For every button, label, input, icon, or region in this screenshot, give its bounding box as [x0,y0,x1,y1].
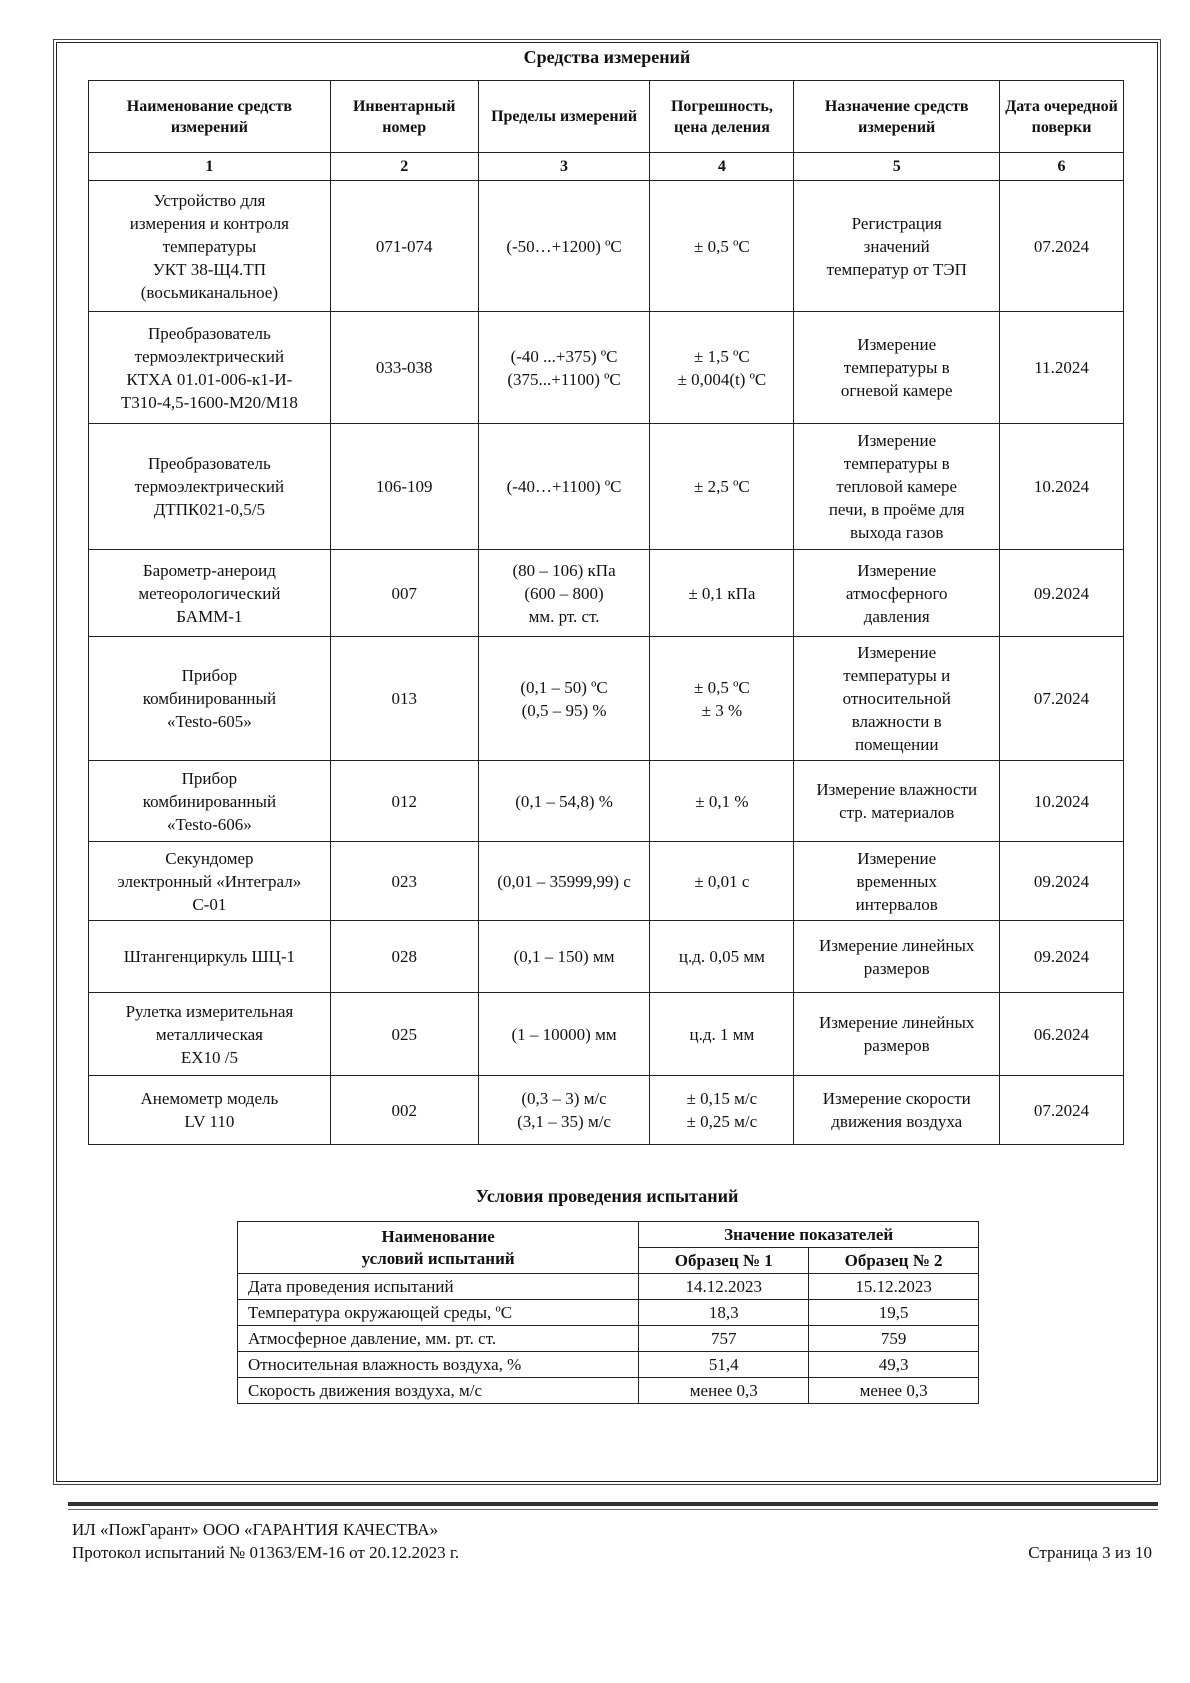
col-number: 5 [794,153,1000,181]
instrument-name: Преобразователь термоэлектрический КТХА 01.01-006-к1-И- Т310-4,5-1600-М20/М18 [89,312,331,424]
col-number: 1 [89,153,331,181]
table-row [89,550,1124,637]
measurement-range: (0,3 – 3) м/с (3,1 – 35) м/с [478,1076,650,1145]
column-number-row [89,153,1124,181]
condition-label: Атмосферное давление, мм. рт. ст. [238,1326,639,1352]
col-number: 2 [330,153,478,181]
table-row [89,181,1124,312]
verification-date: 09.2024 [1000,842,1124,921]
table-row [89,842,1124,921]
verification-date: 07.2024 [1000,181,1124,312]
sample-1-value: 51,4 [639,1352,809,1378]
table-row [89,761,1124,842]
inventory-number: 033-038 [330,312,478,424]
measurement-range: (-50…+1200) ºС [478,181,650,312]
sample-2-value: 19,5 [809,1300,979,1326]
measurement-range: (-40 ...+375) ºС (375...+1100) ºС [478,312,650,424]
condition-label: Дата проведения испытаний [238,1274,639,1300]
sample-2-value: менее 0,3 [809,1378,979,1404]
instrument-name: Анемометр модель LV 110 [89,1076,331,1145]
table-row [238,1274,979,1300]
conditions-header-row [238,1222,979,1248]
instrument-purpose: Измерение температуры и относительной влажности в помещении [794,637,1000,761]
footer-organization: ИЛ «ПожГарант» ООО «ГАРАНТИЯ КАЧЕСТВА» [72,1520,439,1539]
col-number: 6 [1000,153,1124,181]
measuring-instruments-table [88,80,1124,1145]
inventory-number: 028 [330,921,478,993]
instrument-purpose: Измерение атмосферного давления [794,550,1000,637]
header-sample-1: Образец № 1 [639,1248,809,1274]
measurement-error: ± 0,1 кПа [650,550,794,637]
header-name: Наименование средств измерений [89,81,331,153]
page-footer [72,1518,1152,1564]
condition-label: Скорость движения воздуха, м/с [238,1378,639,1404]
verification-date: 09.2024 [1000,550,1124,637]
page-number: Страница 3 из 10 [1028,1543,1152,1562]
measurement-error: ± 0,1 % [650,761,794,842]
header-inventory: Инвентарный номер [330,81,478,153]
col-number: 4 [650,153,794,181]
table-row [89,1076,1124,1145]
instrument-purpose: Измерение влажности стр. материалов [794,761,1000,842]
table-row [89,637,1124,761]
measurement-error: ц.д. 1 мм [650,993,794,1076]
measurement-error: ± 0,5 ºС [650,181,794,312]
instrument-purpose: Измерение температуры в огневой камере [794,312,1000,424]
sample-1-value: 18,3 [639,1300,809,1326]
instrument-name: Прибор комбинированный «Testo-606» [89,761,331,842]
measurement-range: (1 – 10000) мм [478,993,650,1076]
table-header-row [89,81,1124,153]
measurement-error: ц.д. 0,05 мм [650,921,794,993]
instrument-purpose: Измерение скорости движения воздуха [794,1076,1000,1145]
condition-label: Относительная влажность воздуха, % [238,1352,639,1378]
measurement-error: ± 1,5 ºС ± 0,004(t) ºС [650,312,794,424]
inventory-number: 002 [330,1076,478,1145]
measurement-error: ± 0,01 с [650,842,794,921]
sample-2-value: 759 [809,1326,979,1352]
measurement-error: ± 2,5 ºС [650,424,794,550]
condition-label: Температура окружающей среды, ºС [238,1300,639,1326]
instrument-name: Устройство для измерения и контроля температуры УКТ 38-Щ4.ТП (восьмиканальное) [89,181,331,312]
verification-date: 10.2024 [1000,424,1124,550]
inventory-number: 025 [330,993,478,1076]
instrument-name: Секундомер электронный «Интеграл» С-01 [89,842,331,921]
table-row [238,1378,979,1404]
measurement-range: (0,01 – 35999,99) с [478,842,650,921]
instrument-name: Рулетка измерительная металлическая EX10 /5 [89,993,331,1076]
sample-2-value: 15.12.2023 [809,1274,979,1300]
measurement-error: ± 0,15 м/с ± 0,25 м/с [650,1076,794,1145]
measurement-error: ± 0,5 ºС ± 3 % [650,637,794,761]
table-row [238,1300,979,1326]
verification-date: 07.2024 [1000,637,1124,761]
header-error: Погрешность, цена деления [650,81,794,153]
header-purpose: Назначение средств измерений [794,81,1000,153]
verification-date: 11.2024 [1000,312,1124,424]
sample-1-value: 14.12.2023 [639,1274,809,1300]
header-condition-name: Наименование условий испытаний [238,1222,639,1274]
inventory-number: 023 [330,842,478,921]
instrument-name: Преобразователь термоэлектрический ДТПК021-0,5/5 [89,424,331,550]
table-row [238,1352,979,1378]
header-values: Значение показателей [639,1222,979,1248]
instrument-purpose: Измерение температуры в тепловой камере печи, в проёме для выхода газов [794,424,1000,550]
table-row [89,424,1124,550]
instrument-purpose: Измерение линейных размеров [794,921,1000,993]
test-conditions-table [237,1221,979,1404]
table-row [89,993,1124,1076]
verification-date: 10.2024 [1000,761,1124,842]
instrument-name: Штангенциркуль ШЦ-1 [89,921,331,993]
header-sample-2: Образец № 2 [809,1248,979,1274]
means-title: Средства измерений [523,47,691,67]
conditions-title: Условия проведения испытаний [475,1186,739,1206]
instrument-purpose: Измерение временных интервалов [794,842,1000,921]
footer-divider [68,1502,1158,1510]
instrument-purpose: Измерение линейных размеров [794,993,1000,1076]
header-range: Пределы измерений [478,81,650,153]
table-row [89,921,1124,993]
sample-1-value: 757 [639,1326,809,1352]
inventory-number: 012 [330,761,478,842]
measurement-range: (0,1 – 50) ºС (0,5 – 95) % [478,637,650,761]
instrument-name: Барометр-анероид метеорологический БАММ-1 [89,550,331,637]
instrument-name: Прибор комбинированный «Testo-605» [89,637,331,761]
verification-date: 07.2024 [1000,1076,1124,1145]
header-date: Дата очередной поверки [1000,81,1124,153]
measurement-range: (0,1 – 150) мм [478,921,650,993]
inventory-number: 106-109 [330,424,478,550]
measurement-range: (-40…+1100) ºС [478,424,650,550]
sample-2-value: 49,3 [809,1352,979,1378]
inventory-number: 007 [330,550,478,637]
page-frame [56,42,1158,1482]
verification-date: 09.2024 [1000,921,1124,993]
measurement-range: (80 – 106) кПа (600 – 800) мм. рт. ст. [478,550,650,637]
table-row [89,312,1124,424]
verification-date: 06.2024 [1000,993,1124,1076]
sample-1-value: менее 0,3 [639,1378,809,1404]
instrument-purpose: Регистрация значений температур от ТЭП [794,181,1000,312]
measurement-range: (0,1 – 54,8) % [478,761,650,842]
inventory-number: 071-074 [330,181,478,312]
inventory-number: 013 [330,637,478,761]
table-row [238,1326,979,1352]
col-number: 3 [478,153,650,181]
footer-protocol: Протокол испытаний № 01363/ЕМ-16 от 20.12.2023 г. [72,1543,460,1562]
